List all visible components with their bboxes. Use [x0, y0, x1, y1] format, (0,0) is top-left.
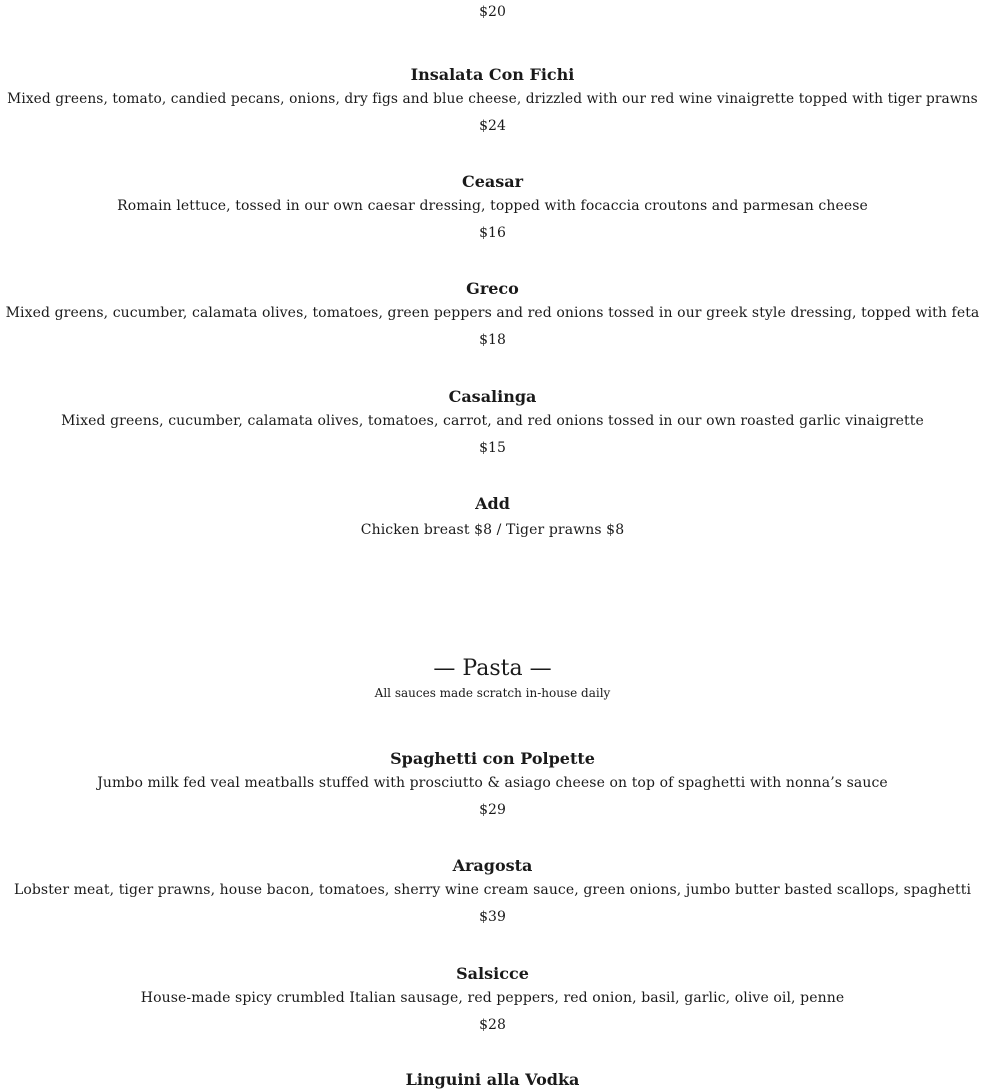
- item-name: Casalinga: [448, 387, 537, 406]
- menu-item-spaghetti-con-polpette: [0, 749, 985, 820]
- menu-item-linguini-alla-vodka: [0, 1070, 985, 1090]
- menu-item-salsicce: [0, 964, 985, 1035]
- menu-item-greco: [0, 279, 985, 350]
- section-subtitle: All sauces made scratch in-house daily: [374, 686, 611, 700]
- item-price: $39: [479, 909, 506, 925]
- menu-item-add-ons: [0, 494, 985, 540]
- item-price: $28: [479, 1017, 506, 1033]
- section-title: — Pasta —: [433, 656, 552, 681]
- menu-item-insalata-con-fichi: [0, 65, 985, 136]
- item-price: $16: [479, 225, 506, 241]
- menu-item-casalinga: [0, 387, 985, 458]
- item-name: Insalata Con Fichi: [410, 65, 575, 84]
- item-description: Lobster meat, tiger prawns, house bacon, tomatoes, sherry wine cream sauce, green onions, jumbo butter basted scallops, spaghetti: [13, 882, 972, 898]
- menu-item-aragosta: [0, 856, 985, 927]
- item-description: Jumbo milk fed veal meatballs stuffed with prosciutto & asiago cheese on top of spaghetti with nonna’s sauce: [97, 775, 888, 791]
- item-description: House-made spicy crumbled Italian sausage, red peppers, red onion, basil, garlic, olive oil, penne: [140, 990, 845, 1006]
- item-description: Romain lettuce, tossed in our own caesar dressing, topped with focaccia croutons and parmesan cheese: [117, 198, 868, 214]
- item-price: $24: [479, 118, 506, 134]
- item-description: Mixed greens, cucumber, calamata olives, tomatoes, carrot, and red onions tossed in our own roasted garlic vinaigrette: [61, 413, 924, 429]
- item-name: Aragosta: [452, 856, 533, 875]
- section-header-pasta: [0, 655, 985, 701]
- item-name: Salsicce: [456, 964, 529, 983]
- item-price: $29: [479, 802, 506, 818]
- item-price: $18: [479, 332, 506, 348]
- item-name: Ceasar: [461, 172, 524, 191]
- item-description: Mixed greens, cucumber, calamata olives, tomatoes, green peppers and red onions tossed in our greek style dressing, topped with feta: [5, 305, 980, 321]
- item-name: Add: [475, 494, 510, 513]
- item-price: $15: [479, 440, 506, 456]
- item-name: Greco: [466, 279, 519, 298]
- menu-item-ceasar: [0, 172, 985, 243]
- item-description: Mixed greens, tomato, candied pecans, onions, dry figs and blue cheese, drizzled with our red wine vinaigrette topped with tiger prawns: [7, 91, 978, 107]
- item-name: Spaghetti con Polpette: [390, 749, 595, 768]
- item-description: Chicken breast $8 / Tiger prawns $8: [360, 522, 625, 538]
- item-name: Linguini alla Vodka: [405, 1070, 580, 1089]
- item-price: $20: [479, 4, 506, 20]
